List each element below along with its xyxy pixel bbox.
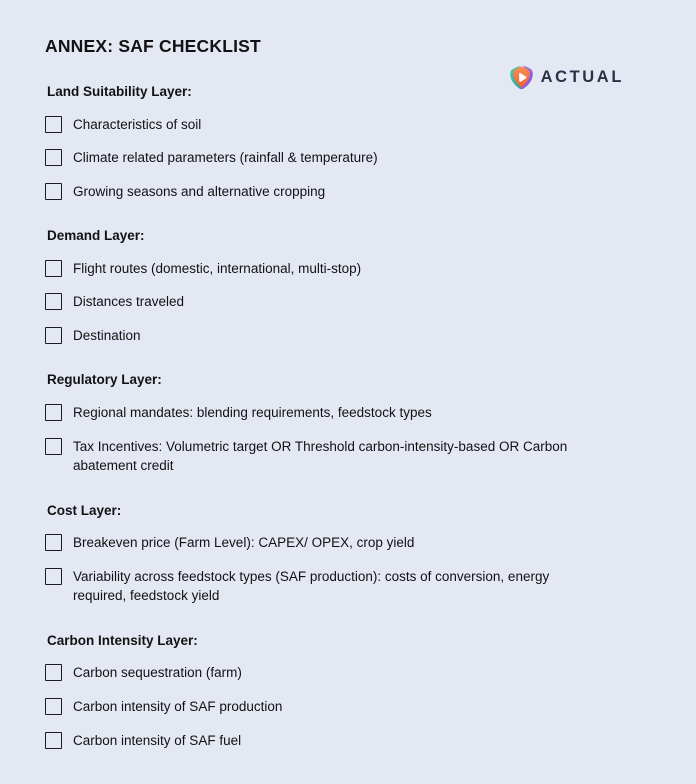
check-item-label: Regional mandates: blending requirements, feedstock types	[73, 405, 432, 421]
section-carbon-intensity	[45, 632, 656, 750]
check-item[interactable]	[45, 533, 656, 553]
check-item-label: Breakeven price (Farm Level): CAPEX/ OPEX, crop yield	[73, 535, 415, 551]
section-regulatory	[45, 371, 656, 475]
checkbox-icon[interactable]	[45, 664, 62, 681]
check-item[interactable]	[45, 326, 656, 346]
check-item[interactable]	[45, 259, 656, 279]
section-land-suitability	[45, 83, 656, 201]
section-title: Regulatory Layer:	[47, 372, 162, 388]
checkbox-icon[interactable]	[45, 404, 62, 421]
checkbox-icon[interactable]	[45, 293, 62, 310]
section-cost	[45, 502, 656, 606]
check-item[interactable]	[45, 148, 656, 168]
checkbox-icon[interactable]	[45, 534, 62, 551]
section-title: Cost Layer:	[47, 502, 122, 518]
check-item[interactable]	[45, 663, 656, 683]
brand-wordmark: ACTUAL	[540, 68, 624, 87]
check-item-label: Characteristics of soil	[73, 116, 202, 132]
check-item-label: Variability across feedstock types (SAF production): costs of conversion, energy required, feedstock yield	[73, 568, 550, 604]
check-item-label: Destination	[73, 327, 141, 343]
shield-play-logo-icon	[508, 64, 535, 91]
checkbox-icon[interactable]	[45, 260, 62, 277]
check-item[interactable]	[45, 182, 656, 202]
page-title: ANNEX: SAF CHECKLIST	[45, 36, 261, 56]
check-item[interactable]	[45, 292, 656, 312]
section-title: Land Suitability Layer:	[47, 84, 192, 99]
check-item[interactable]	[45, 115, 656, 135]
checkbox-icon[interactable]	[45, 183, 62, 200]
checkbox-icon[interactable]	[45, 732, 62, 749]
brand-logo	[508, 64, 624, 91]
section-title: Carbon Intensity Layer:	[47, 632, 198, 648]
checkbox-icon[interactable]	[45, 149, 62, 166]
check-item-label: Growing seasons and alternative cropping	[73, 183, 326, 199]
check-item-label: Carbon sequestration (farm)	[73, 665, 242, 681]
checkbox-icon[interactable]	[45, 568, 62, 585]
check-item[interactable]	[45, 697, 656, 717]
checkbox-icon[interactable]	[45, 116, 62, 133]
check-item-label: Distances traveled	[73, 294, 185, 310]
check-item-label: Tax Incentives: Volumetric target OR Threshold carbon-intensity-based OR Carbon abatement credit	[73, 438, 568, 474]
check-item[interactable]	[45, 403, 656, 423]
checkbox-icon[interactable]	[45, 438, 62, 455]
checkbox-icon[interactable]	[45, 327, 62, 344]
check-item-label: Climate related parameters (rainfall & temperature)	[73, 150, 378, 166]
checkbox-icon[interactable]	[45, 698, 62, 715]
check-item-label: Flight routes (domestic, international, multi-stop)	[73, 260, 362, 276]
check-item[interactable]	[45, 437, 656, 476]
check-item-label: Carbon intensity of SAF fuel	[73, 732, 242, 748]
check-item[interactable]	[45, 731, 656, 751]
section-demand	[45, 227, 656, 345]
section-title: Demand Layer:	[47, 228, 145, 244]
check-item[interactable]	[45, 567, 656, 606]
check-item-label: Carbon intensity of SAF production	[73, 699, 283, 715]
